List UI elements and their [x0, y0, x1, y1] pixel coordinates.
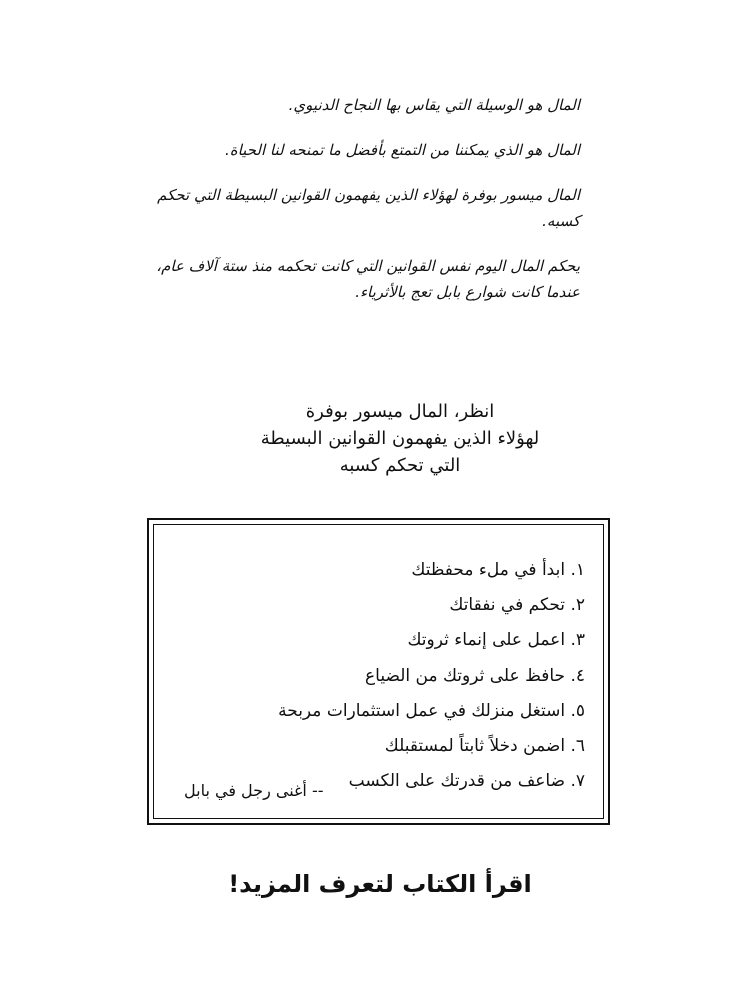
rule-item: ٤. حافظ على ثروتك من الضياع — [365, 665, 585, 686]
rule-item: ٦. اضمن دخلاً ثابتاً لمستقبلك — [384, 736, 585, 757]
intro-paragraph: المال ميسور بوفرة لهؤلاء الذين يفهمون القوانين البسيطة التي تحكم كسبه. — [157, 186, 580, 230]
rule-item: ١. ابدأ في ملء محفظتك — [411, 560, 585, 580]
callout-line: انظر، المال ميسور بوفرة — [305, 401, 495, 422]
rule-item: ٢. تحكم في نفقاتك — [449, 595, 585, 616]
attribution: -- أغنى رجل في بابل — [184, 781, 324, 800]
intro-paragraphs — [140, 92, 580, 324]
intro-paragraph: يحكم المال اليوم نفس القوانين التي كانت تحكمه منذ ستة آلاف عام، عندما كانت شوارع بابل تعج بالأثرياء. — [156, 257, 580, 301]
rules-list — [185, 553, 585, 799]
closing-line: اقرأ الكتاب لتعرف المزيد! — [228, 870, 532, 898]
callout-line: التي تحكم كسبه — [339, 455, 461, 476]
rule-item: ٣. اعمل على إنماء ثروتك — [407, 630, 585, 651]
rules-box — [147, 518, 610, 825]
intro-paragraph: المال هو الوسيلة التي يقاس بها النجاح الدنيوي. — [288, 96, 580, 114]
callout-line: لهؤلاء الذين يفهمون القوانين البسيطة — [260, 428, 540, 449]
rule-item: ٧. ضاعف من قدرتك على الكسب — [348, 771, 585, 792]
intro-paragraph: المال هو الذي يمكننا من التمتع بأفضل ما تمنحه لنا الحياة. — [224, 141, 580, 159]
callout-heading — [190, 398, 610, 479]
rule-item: ٥. استغل منزلك في عمل استثمارات مربحة — [278, 700, 585, 721]
rules-box-inner-border — [153, 524, 604, 819]
